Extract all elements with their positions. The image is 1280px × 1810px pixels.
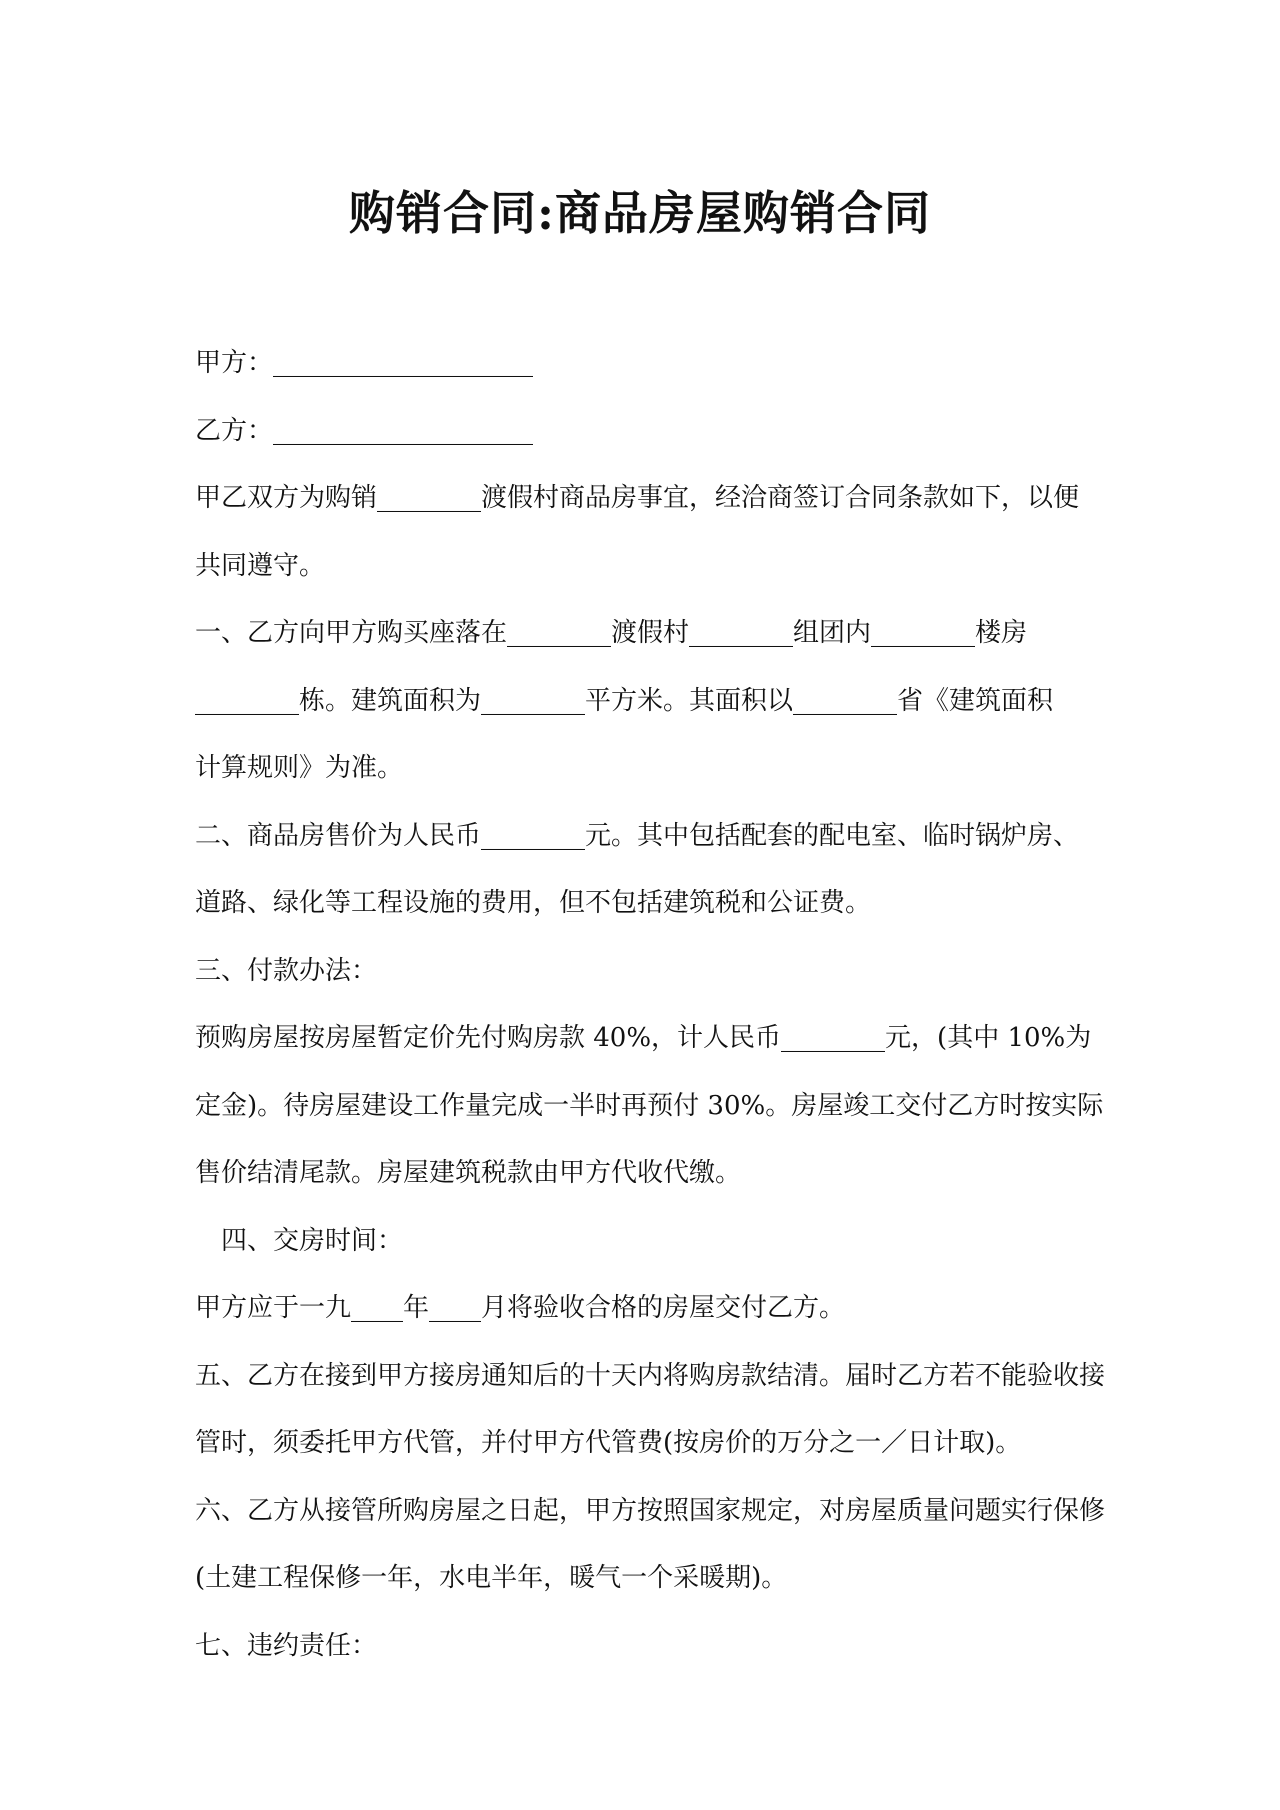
clause-6-line: (土建工程保修一年，水电半年，暖气一个采暖期)。 — [195, 1563, 788, 1593]
party-a-line: 甲方：____________________ — [195, 348, 534, 378]
clause-5-line: 管时，须委托甲方代管，并付甲方代管费(按房价的万分之一／日计取)。 — [195, 1428, 1022, 1458]
party-b-line: 乙方：____________________ — [195, 415, 534, 446]
clause-2-line: 二、商品房售价为人民币________元。其中包括配套的配电室、临时锅炉房、 — [195, 820, 1080, 851]
clause-1-line: 一、乙方向甲方购买座落在________渡假村________组团内________楼房 — [195, 618, 1028, 648]
clause-5-line: 五、乙方在接到甲方接房通知后的十天内将购房款结清。届时乙方若不能验收接 — [195, 1360, 1106, 1391]
clause-3-line: 售价结清尾款。房屋建筑税款由甲方代收代缴。 — [195, 1158, 742, 1188]
clause-1-line: ________栋。建筑面积为________平方米。其面积以________省《建筑面积 — [195, 685, 1054, 716]
clause-4-heading: 四、交房时间： — [221, 1225, 404, 1256]
clause-7-heading: 七、违约责任： — [195, 1630, 378, 1661]
clause-3-line: 预购房屋按房屋暂定价先付购房款 40%，计人民币________元，(其中 10%为 — [195, 1023, 1092, 1053]
clause-4-line: 甲方应于一九____年____月将验收合格的房屋交付乙方。 — [195, 1293, 846, 1323]
document-body — [195, 330, 1106, 1680]
clause-1-line: 计算规则》为准。 — [195, 753, 404, 783]
clause-3-line: 定金)。待房屋建设工作量完成一半时再预付 30%。房屋竣工交付乙方时按实际 — [195, 1090, 1104, 1121]
preamble-line: 甲乙双方为购销________渡假村商品房事宜，经洽商签订合同条款如下，以便 — [195, 483, 1080, 513]
preamble-line: 共同遵守。 — [195, 550, 326, 581]
document-title: 购销合同:商品房屋购销合同 — [349, 186, 931, 240]
clause-6-line: 六、乙方从接管所购房屋之日起，甲方按照国家规定，对房屋质量问题实行保修 — [195, 1495, 1106, 1526]
clause-2-line: 道路、绿化等工程设施的费用，但不包括建筑税和公证费。 — [195, 888, 872, 918]
clause-3-heading: 三、付款办法： — [195, 955, 378, 986]
